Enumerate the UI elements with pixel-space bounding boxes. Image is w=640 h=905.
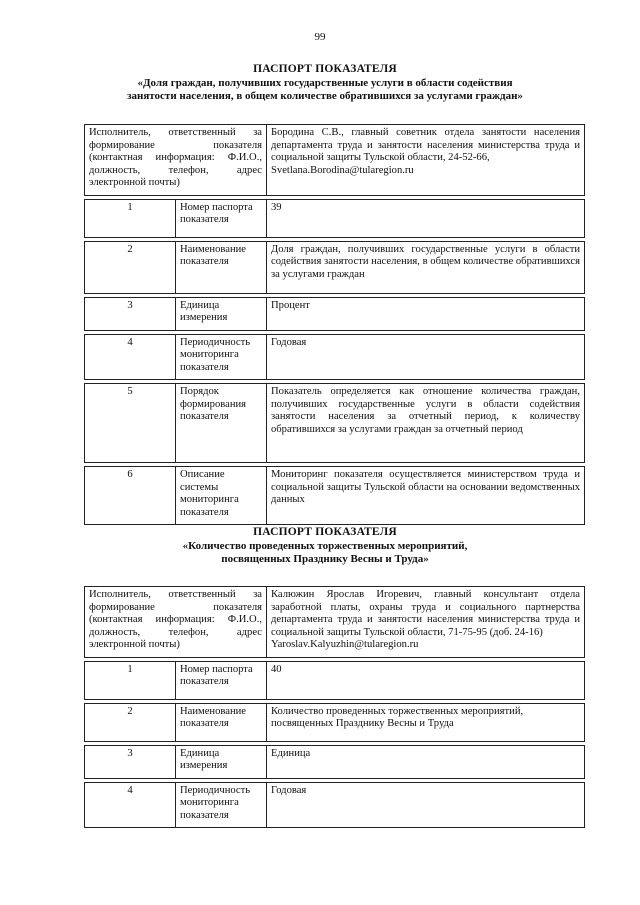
table-row [85,241,585,293]
row-value: Годовая [267,334,585,380]
passport-1-title [70,63,580,104]
row-value: Количество проведенных торжественных мероприятий, посвященных Празднику Весны и Труда [267,703,585,741]
row-label: Единица измерения [176,297,267,330]
row-number: 2 [85,703,176,741]
table-row [85,334,585,380]
passport-1-subtitle-line1: «Доля граждан, получивших государственные услуги в области содействия [137,76,513,89]
row-number: 4 [85,782,176,828]
executor-contact: Калюжин Ярослав Игоревич, главный консультант отдела заработной платы, охраны труда и социального партнерства департамента труда и занятости населения министерства труда и социальной защиты Тульской области, 71-75-95 (доб. 24-16) [271,589,580,638]
row-value: Показатель определяется как отношение количества граждан, получивших государственные услуги в области содействия занятости населения за отчетный период, к количеству обратившихся за услугами граждан за отчетный период [267,384,585,463]
table-row [85,661,585,699]
row-value: Процент [267,297,585,330]
row-label: Наименование показателя [176,241,267,293]
passport-2-subtitle-line2: посвященных Празднику Весны и Труда» [221,553,429,565]
passport-2-title [70,526,580,567]
row-label: Наименование показателя [176,703,267,741]
executor-row [85,587,585,658]
row-label: Порядок формирования показателя [176,384,267,463]
row-label: Номер паспорта показателя [176,661,267,699]
executor-label: Исполнитель, ответственный за формирование показателя (контактная информация: Ф.И.О., должность, телефон, адрес электронной почты) [85,125,267,196]
executor-label: Исполнитель, ответственный за формирование показателя (контактная информация: Ф.И.О., должность, телефон, адрес электронной почты) [85,587,267,658]
row-value: Годовая [267,782,585,828]
row-label: Периодичность мониторинга показателя [176,782,267,828]
table-row [85,745,585,778]
row-number: 1 [85,199,176,237]
table-row [85,703,585,741]
row-number: 1 [85,661,176,699]
row-number: 3 [85,297,176,330]
row-value: 40 [267,661,585,699]
row-value: Единица [267,745,585,778]
passport-1-heading: ПАСПОРТ ПОКАЗАТЕЛЯ [253,63,397,75]
passport-2-table [84,586,585,828]
table-row [85,384,585,463]
executor-value [267,587,585,658]
row-number: 5 [85,384,176,463]
row-label: Описание системы мониторинга показателя [176,467,267,525]
table-row [85,199,585,237]
passport-2-heading: ПАСПОРТ ПОКАЗАТЕЛЯ [253,526,397,538]
table-row [85,467,585,525]
table-row [85,297,585,330]
table-row [85,782,585,828]
passport-2-subtitle-line1: «Количество проведенных торжественных мероприятий, [182,539,468,552]
row-label: Номер паспорта показателя [176,199,267,237]
executor-value [267,125,585,196]
row-number: 4 [85,334,176,380]
row-number: 2 [85,241,176,293]
page-number: 99 [314,31,326,43]
executor-contact: Бородина С.В., главный советник отдела занятости населения департамента труда и занятости населения министерства труда и социальной защиты Тульской области, 24-52-66, [271,127,580,163]
executor-row [85,125,585,196]
passport-1-table [84,124,585,525]
row-number: 6 [85,467,176,525]
executor-email: Svetlana.Borodina@tularegion.ru [271,164,414,176]
passport-1-subtitle-line2: занятости населения, в общем количестве обратившихся за услугами граждан» [127,90,523,102]
row-value: Мониторинг показателя осуществляется министерством труда и социальной защиты Тульской области на основании ведомственных данных [267,467,585,525]
executor-email: Yaroslav.Kalyuzhin@tularegion.ru [271,639,419,650]
row-label: Единица измерения [176,745,267,778]
row-number: 3 [85,745,176,778]
row-value: Доля граждан, получивших государственные услуги в области содействия занятости населения, в общем количестве обратившихся за услугами граждан [267,241,585,293]
row-label: Периодичность мониторинга показателя [176,334,267,380]
row-value: 39 [267,199,585,237]
